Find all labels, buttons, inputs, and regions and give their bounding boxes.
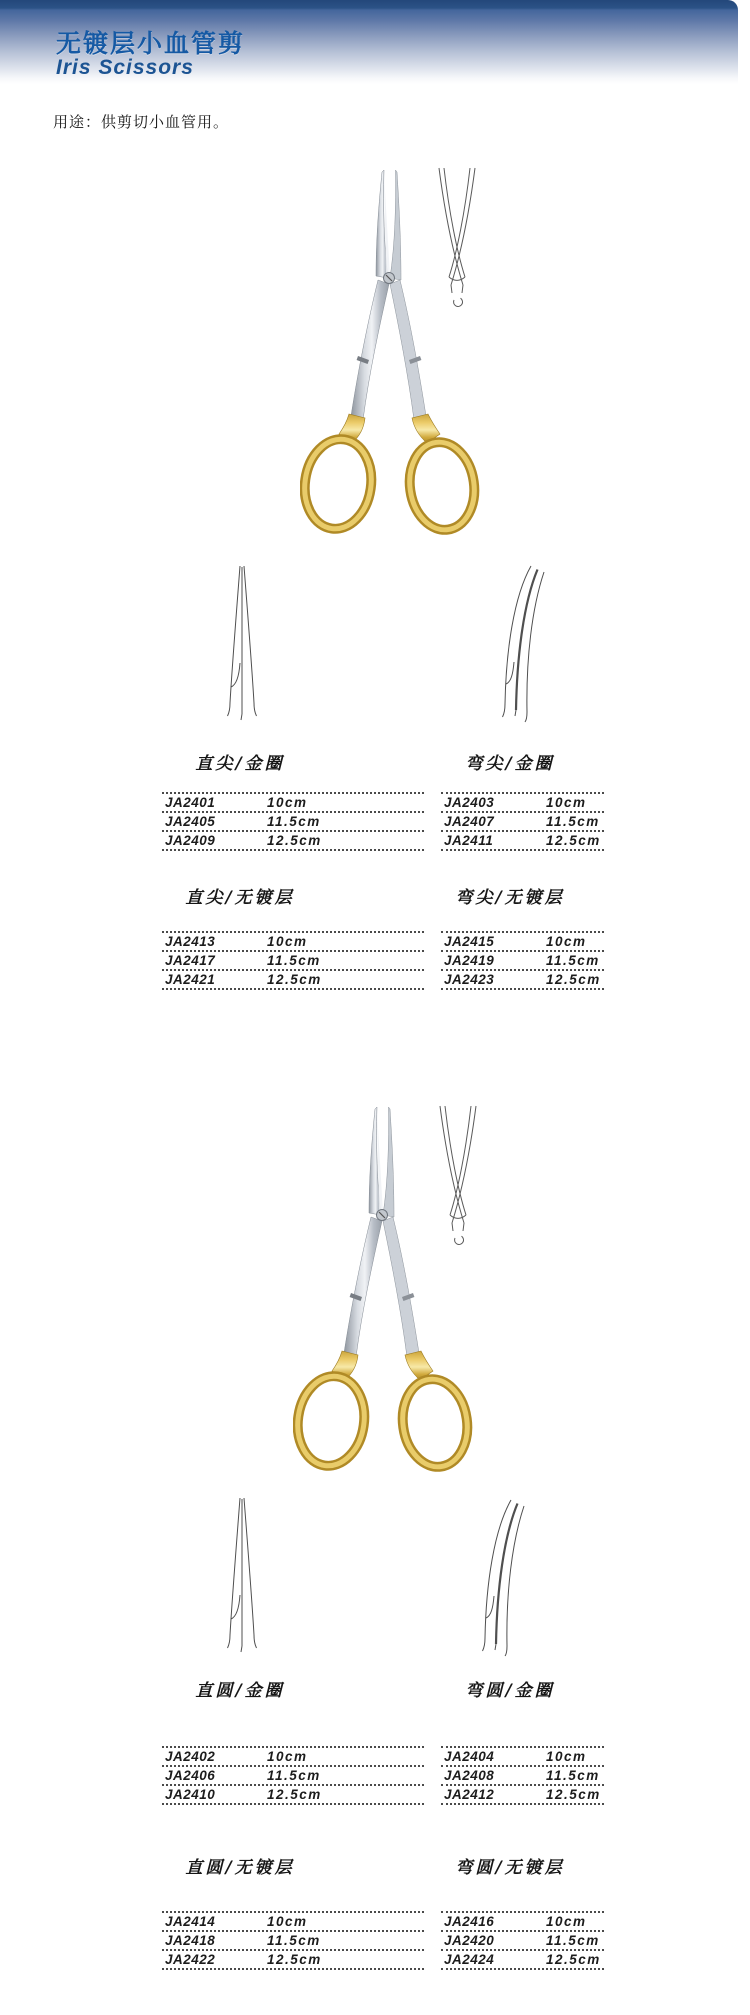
product-size: 12.5cm bbox=[267, 1952, 322, 1967]
product-code: JA2411 bbox=[444, 833, 494, 848]
group-header: 直圆/金圈 bbox=[195, 1681, 285, 1701]
table-row bbox=[441, 1951, 604, 1970]
closed-tips-drawing bbox=[433, 1104, 483, 1249]
table-row bbox=[441, 832, 604, 851]
table-row bbox=[162, 1932, 424, 1951]
spec-table bbox=[162, 1746, 424, 1805]
page-title-english: Iris Scissors bbox=[56, 56, 194, 79]
spec-table bbox=[441, 1746, 604, 1805]
product-code: JA2405 bbox=[165, 814, 216, 829]
product-size: 11.5cm bbox=[546, 1933, 600, 1948]
product-code: JA2408 bbox=[444, 1768, 495, 1783]
straight-tip-drawing bbox=[226, 563, 258, 725]
table-row bbox=[162, 933, 424, 952]
table-row bbox=[441, 1786, 604, 1805]
product-code: JA2407 bbox=[444, 814, 495, 829]
spec-table bbox=[162, 792, 424, 851]
product-size: 12.5cm bbox=[267, 1787, 322, 1802]
product-size: 10cm bbox=[267, 934, 308, 949]
straight-tip-drawing bbox=[226, 1495, 258, 1657]
table-row bbox=[441, 794, 604, 813]
group-header: 直尖/无镀层 bbox=[185, 888, 295, 908]
page-title-chinese: 无镀层小血管剪 bbox=[56, 30, 246, 58]
product-size: 11.5cm bbox=[267, 1933, 321, 1948]
curved-tip-drawing bbox=[500, 562, 546, 724]
product-code: JA2413 bbox=[165, 934, 216, 949]
group-header: 弯圆/无镀层 bbox=[455, 1858, 565, 1878]
product-size: 12.5cm bbox=[546, 972, 601, 987]
table-row bbox=[162, 1786, 424, 1805]
product-size: 12.5cm bbox=[546, 1787, 601, 1802]
product-code: JA2410 bbox=[165, 1787, 216, 1802]
product-size: 10cm bbox=[267, 1914, 308, 1929]
group-header: 弯圆/金圈 bbox=[465, 1681, 555, 1701]
table-row bbox=[162, 794, 424, 813]
product-code: JA2406 bbox=[165, 1768, 216, 1783]
product-size: 10cm bbox=[546, 1914, 587, 1929]
product-code: JA2416 bbox=[444, 1914, 495, 1929]
product-code: JA2403 bbox=[444, 795, 495, 810]
table-row bbox=[441, 813, 604, 832]
product-size: 11.5cm bbox=[546, 953, 600, 968]
product-code: JA2421 bbox=[165, 972, 216, 987]
closed-tips-drawing bbox=[432, 166, 482, 311]
table-row bbox=[162, 1748, 424, 1767]
table-row bbox=[441, 1748, 604, 1767]
table-row bbox=[441, 1932, 604, 1951]
group-header: 弯尖/无镀层 bbox=[455, 888, 565, 908]
product-code: JA2412 bbox=[444, 1787, 495, 1802]
product-code: JA2420 bbox=[444, 1933, 495, 1948]
product-code: JA2415 bbox=[444, 934, 495, 949]
product-code: JA2419 bbox=[444, 953, 495, 968]
product-size: 10cm bbox=[267, 1749, 308, 1764]
product-size: 11.5cm bbox=[267, 814, 321, 829]
table-row bbox=[441, 1913, 604, 1932]
product-code: JA2424 bbox=[444, 1952, 495, 1967]
table-row bbox=[162, 1951, 424, 1970]
product-size: 12.5cm bbox=[546, 1952, 601, 1967]
product-size: 10cm bbox=[546, 934, 587, 949]
spec-table bbox=[162, 1911, 424, 1970]
table-row bbox=[162, 1767, 424, 1786]
table-row bbox=[162, 1913, 424, 1932]
product-size: 11.5cm bbox=[267, 953, 321, 968]
product-code: JA2418 bbox=[165, 1933, 216, 1948]
product-code: JA2422 bbox=[165, 1952, 216, 1967]
spec-table bbox=[441, 1911, 604, 1970]
product-size: 11.5cm bbox=[546, 1768, 600, 1783]
product-size: 10cm bbox=[267, 795, 308, 810]
table-row bbox=[441, 933, 604, 952]
table-row bbox=[162, 971, 424, 990]
product-size: 12.5cm bbox=[546, 833, 601, 848]
table-row bbox=[162, 813, 424, 832]
table-row bbox=[162, 952, 424, 971]
product-size: 12.5cm bbox=[267, 972, 322, 987]
product-size: 12.5cm bbox=[267, 833, 322, 848]
spec-table bbox=[441, 792, 604, 851]
product-code: JA2417 bbox=[165, 953, 216, 968]
product-size: 11.5cm bbox=[546, 814, 600, 829]
table-row bbox=[441, 1767, 604, 1786]
product-code: JA2402 bbox=[165, 1749, 216, 1764]
table-row bbox=[441, 971, 604, 990]
product-size: 10cm bbox=[546, 795, 587, 810]
group-header: 弯尖/金圈 bbox=[465, 754, 555, 774]
table-row bbox=[162, 832, 424, 851]
group-header: 直尖/金圈 bbox=[195, 754, 285, 774]
usage-note: 用途：供剪切小血管用。 bbox=[53, 114, 230, 131]
group-header: 直圆/无镀层 bbox=[185, 1858, 295, 1878]
product-code: JA2423 bbox=[444, 972, 495, 987]
product-code: JA2401 bbox=[165, 795, 216, 810]
product-size: 10cm bbox=[546, 1749, 587, 1764]
product-code: JA2409 bbox=[165, 833, 216, 848]
spec-table bbox=[162, 931, 424, 990]
table-row bbox=[441, 952, 604, 971]
product-code: JA2404 bbox=[444, 1749, 495, 1764]
product-code: JA2414 bbox=[165, 1914, 216, 1929]
product-size: 11.5cm bbox=[267, 1768, 321, 1783]
spec-table bbox=[441, 931, 604, 990]
curved-tip-drawing bbox=[480, 1496, 526, 1658]
